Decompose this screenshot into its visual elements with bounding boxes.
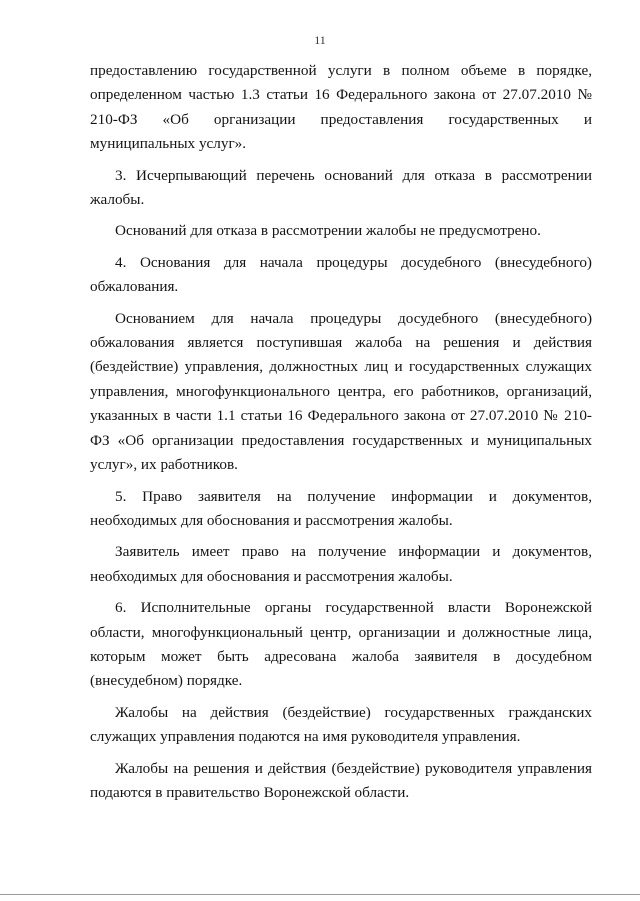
page-number: 11 — [314, 33, 326, 47]
document-body — [90, 59, 592, 812]
paragraph-continuation: предоставлению государственной услуги в полном объеме в порядке, определенном частью 1.3 статьи 16 Федерального закона от 27.07.2010 № 210-ФЗ «Об организации предоставления государственных и муниципальных услуг». — [90, 62, 592, 153]
paragraph-item-6-text-1: Жалобы на действия (бездействие) государственных гражданских служащих управления подаются на имя руководителя управления. — [90, 703, 592, 746]
paragraph-item-6-text-2: Жалобы на решения и действия (бездействие) руководителя управления подаются в правительство Воронежской области. — [90, 759, 592, 801]
paragraph-item-5-heading: 5. Право заявителя на получение информации и документов, необходимых для обоснования и рассмотрения жалобы. — [90, 487, 592, 529]
paragraph-item-4-text: Основанием для начала процедуры досудебного (внесудебного) обжалования является поступившая жалоба на решения и действия (бездействие) управления, должностных лиц и государственных служащих управления, многофункционального центра, его работников, организаций, указанных в части 1.1 статьи 16 Федерального закона от 27.07.2010 № 210-ФЗ «Об организации предоставления государственных и муниципальных услуг», их работников. — [90, 309, 592, 474]
paragraph-item-4-heading: 4. Основания для начала процедуры досудебного (внесудебного) обжалования. — [90, 253, 592, 296]
paragraph-item-5-text: Заявитель имеет право на получение информации и документов, необходимых для обоснования и рассмотрения жалобы. — [90, 543, 592, 585]
paragraph-item-3-text: Оснований для отказа в рассмотрении жалобы не предусмотрено. — [115, 222, 541, 240]
paragraph-item-3-heading: 3. Исчерпывающий перечень оснований для отказа в рассмотрении жалобы. — [90, 166, 592, 209]
page-bottom-edge — [0, 894, 640, 895]
paragraph-item-6-heading: 6. Исполнительные органы государственной власти Воронежской области, многофункциональный центр, организации и должностные лица, которым может быть адресована жалоба заявителя в досудебном (внесудебном) порядке. — [90, 599, 592, 690]
